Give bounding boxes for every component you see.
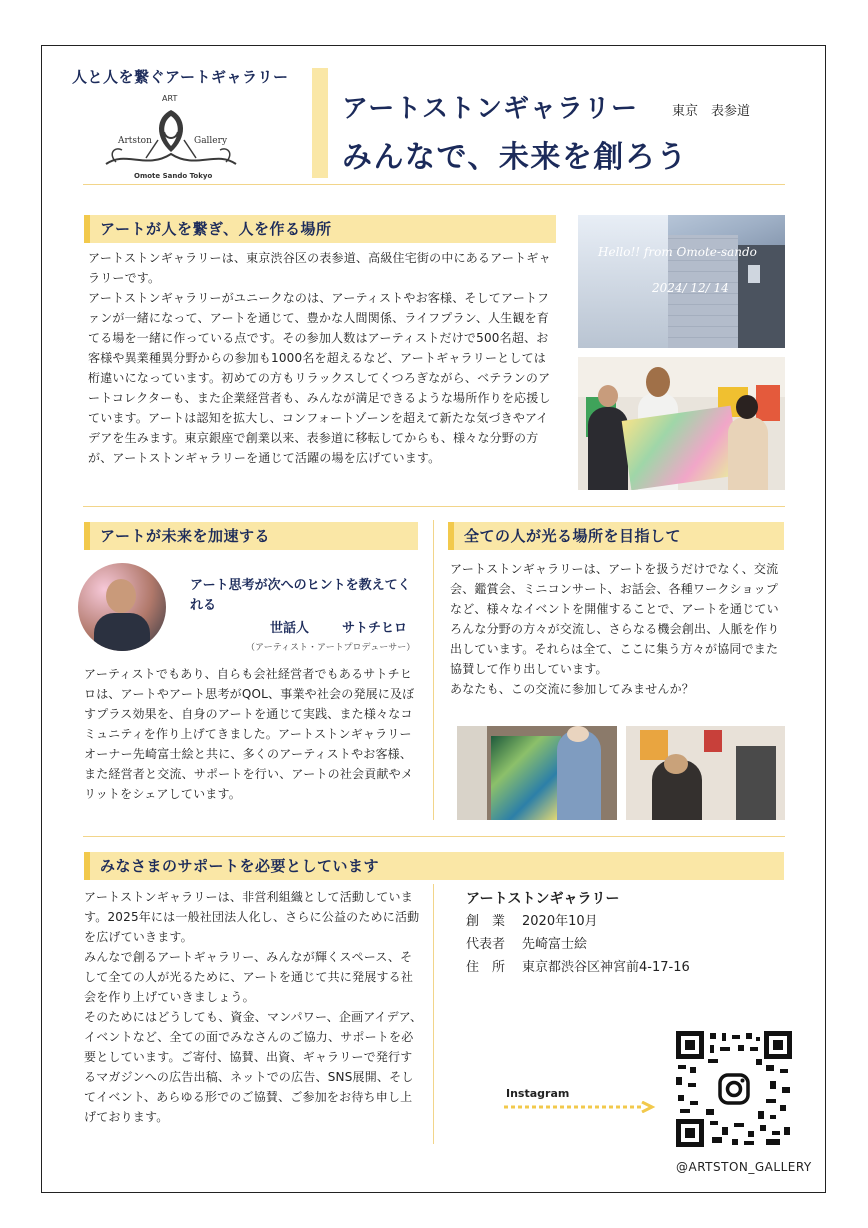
section2-heading-bar bbox=[84, 522, 418, 550]
gallery-logo bbox=[96, 92, 246, 182]
photo1-caption-1: Hello!! from Omote-sando bbox=[598, 245, 757, 259]
slogan: みんなで、未来を創ろう bbox=[342, 140, 688, 175]
info-label: 代表者 bbox=[466, 937, 506, 952]
gallery-exterior-photo bbox=[578, 215, 785, 348]
section1-divider bbox=[83, 506, 785, 507]
section4-paragraph-1: アートストンギャラリーは、非営利組織として活動しています。2025年には一般社団法人化し、さらに公益のために活動を広げていきます。 bbox=[84, 890, 420, 944]
event-photo-2 bbox=[626, 726, 785, 820]
section3-body bbox=[450, 559, 786, 699]
header-accent-bar bbox=[312, 68, 328, 178]
instagram-handle[interactable]: @ARTSTON_GALLERY bbox=[676, 1160, 812, 1174]
info-value: 東京都渋谷区神宮前4-17-16 bbox=[522, 960, 690, 975]
section3-heading: 全ての人が光る場所を目指して bbox=[464, 527, 682, 545]
person-name: サトチヒロ bbox=[342, 621, 408, 636]
header-divider bbox=[83, 184, 785, 185]
section2-quote: アート思考が次へのヒントを教えてくれる bbox=[190, 578, 411, 613]
gallery-title: アートストンギャラリー bbox=[342, 94, 638, 124]
info-table bbox=[466, 910, 766, 979]
section1-body bbox=[88, 248, 558, 468]
section2-paragraph: アーティストでもあり、自らも会社経営者でもあるサトチヒロは、アートやアート思考がQOL、事業や社会の発展に及ぼすプラス効果を、自身のアートを通じて実践、また様々なコミュニティを作り上げてきました。アートストンギャラリーオーナー先崎富士絵と共に、多くのアーティストやお客様、また経営者と交流、サポートを行い、アートの社会貢献やメリットをシェアしています。 bbox=[84, 667, 415, 801]
person-avatar bbox=[78, 563, 166, 651]
instagram-label: Instagram bbox=[506, 1087, 570, 1100]
qr-code-icon bbox=[676, 1031, 792, 1147]
event-photo-1 bbox=[457, 726, 617, 820]
section4-body bbox=[84, 887, 424, 1127]
info-value: 2020年10月 bbox=[522, 914, 598, 929]
info-label: 創 業 bbox=[466, 914, 506, 929]
info-value: 先崎富士絵 bbox=[522, 937, 588, 952]
section1-paragraph-2: アートストンギャラリーがユニークなのは、アーティストやお客様、そしてアートファンが一緒になって、アートを通じて、豊かな人間関係、ライフプラン、人生観を育てる場を一緒に作っている点です。その参加人数はアーティストだけで500名超、お客様や異業種異分野からの参加も1000名を超えるなど、アートギャラリーとしては桁違いになっています。初めての方もリラックスしてくつろぎながら、ベテランのアートコレクターも、また企業経営者も、みんなが満足できるような場所作りを応援しています。アートは認知を拡大し、コンフォートゾーンを超えて新たな気づきやアイデアを生みます。東京銀座で創業以来、表参道に移転してからも、様々な分野の方が、アートストンギャラリーを通じて活躍の場を広げています。 bbox=[88, 291, 551, 465]
section4-paragraph-3: そのためにはどうしても、資金、マンパワー、企画アイデア、イベントなど、全ての面でみなさんのご協力、サポートを必要としています。ご寄付、協賛、出資、ギャラリーで発行するマガジンへの広告出稿、ネットでの広告、SNS展開、そしてイベント、あらゆる形でのご協賛、ご参加をお待ち申し上げております。 bbox=[84, 1010, 423, 1124]
section4-heading-bar bbox=[84, 852, 784, 880]
section1-heading-bar bbox=[84, 215, 556, 243]
info-title: アートストンギャラリー bbox=[466, 891, 620, 907]
section1-heading: アートが人を繋ぎ、人を作る場所 bbox=[100, 220, 332, 238]
bottom-middle-divider bbox=[433, 884, 434, 1144]
photo1-caption-2: 2024/ 12/ 14 bbox=[652, 281, 729, 295]
section3-paragraph-1: アートストンギャラリーは、アートを扱うだけでなく、交流会、鑑賞会、ミニコンサート、お話会、各種ワークショップなど、様々なイベントを開催することで、アートを通じていろんな分野の方々が交流し、さらなる機会創出、人脈を作り出しています。それらは全て、ここに集う方々が協同でまた協賛して作り出しています。 bbox=[450, 562, 780, 676]
info-row-address bbox=[466, 956, 766, 979]
logo-text-top: ART bbox=[162, 94, 178, 103]
info-row-representative bbox=[466, 933, 766, 956]
info-label: 住 所 bbox=[466, 960, 506, 975]
middle-divider bbox=[433, 520, 434, 820]
tagline: 人と人を繋ぐアートギャラリー bbox=[72, 68, 289, 86]
artists-group-photo bbox=[578, 357, 785, 490]
section4-heading: みなさまのサポートを必要としています bbox=[100, 857, 380, 875]
section3-heading-bar bbox=[448, 522, 784, 550]
section3-paragraph-2: あなたも、この交流に参加してみませんか？ bbox=[450, 682, 695, 696]
section4-paragraph-2: みんなで創るアートギャラリー、みんなが輝くスペース、そして全ての人が光るために、アートを通じて共に発展する社会を作り上げていきましょう。 bbox=[84, 950, 414, 1004]
person-role: 世話人 bbox=[270, 621, 310, 636]
logo-text-bottom: Omote Sando Tokyo bbox=[134, 172, 213, 180]
arrow-right-icon bbox=[504, 1098, 656, 1110]
section2-body bbox=[84, 664, 420, 804]
section1-paragraph-1: アートストンギャラリーは、東京渋谷区の表参道、高級住宅街の中にあるアートギャラリーです。 bbox=[88, 251, 551, 285]
section2-heading: アートが未来を加速する bbox=[100, 527, 271, 545]
section23-divider bbox=[83, 836, 785, 837]
logo-text-right: Gallery bbox=[194, 136, 228, 146]
logo-text-left: Artston bbox=[118, 136, 152, 146]
person-subtitle: （アーティスト・アートプロデューサー） bbox=[246, 643, 416, 653]
instagram-qr-code[interactable] bbox=[676, 1031, 792, 1147]
info-row-founded bbox=[466, 910, 766, 933]
location-label: 東京 表参道 bbox=[672, 104, 751, 119]
